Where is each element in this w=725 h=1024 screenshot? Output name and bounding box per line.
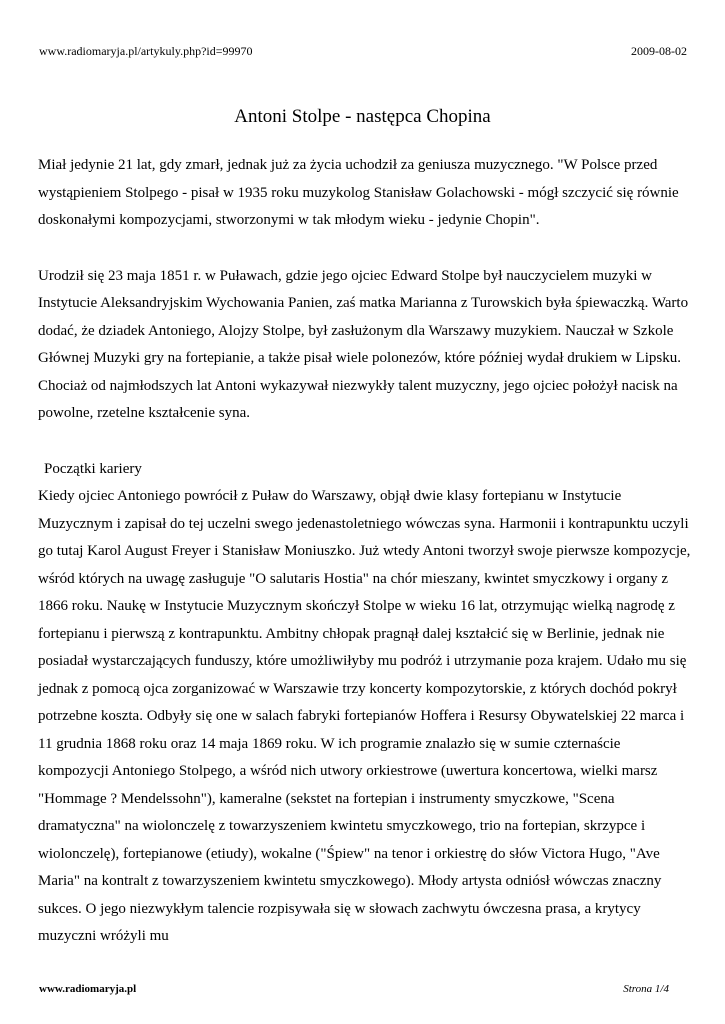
paragraph-2: Urodził się 23 maja 1851 r. w Puławach, gdzie jego ojciec Edward Stolpe był nauczycielem muzyki w Instytucie Aleksandryjskim Wychowania Panien, zaś matka Marianna z Turowskich była śpiewaczką. Warto dodać, że dziadek Antoniego, Alojzy Stolpe, był zasłużonym dla Warszawy muzykiem. Nauczał w Szkole Głównej Muzyki gry na fortepianie, a także pisał wiele polonezów, które później wydał drukiem w Lipsku. Chociaż od najmłodszych lat Antoni wykazywał niezwykły talent muzyczny, jego ojciec położył nacisk na powolne, rzetelne kształcenie syna. xyxy=(38,267,689,421)
paragraph-3: Kiedy ojciec Antoniego powrócił z Puław do Warszawy, objął dwie klasy fortepianu w Instytucie Muzycznym i zapisał do tej uczelni swego jedenastoletniego wówczas syna. Harmonii i kontrapunktu uczyli go tutaj Karol August Freyer i Stanisław Moniuszko. Już wtedy Antoni tworzył swoje pierwsze kompozycje, wśród których na uwagę zasługuje "O salutaris Hostia" na chór mieszany, kwintet smyczkowy i organy z 1866 roku. Naukę w Instytucie Muzycznym skończył Stolpe w wieku 16 lat, otrzymując wielką nagrodę z fortepianu i pierwszą z kontrapunktu. Ambitny chłopak pragnął dalej kształcić się w Berlinie, jednak nie posiadał wystarczających funduszy, które umożliwiłyby mu podróż i utrzymanie poza krajem. Udało mu się jednak z pomocą ojca zorganizować w Warszawie trzy koncerty kompozytorskie, z których dochód pokrył potrzebne koszta. Odbyły się one w salach fabryki fortepianów Hoffera i Resursy Obywatelskiej 22 marca i 11 grudnia 1868 roku oraz 14 maja 1869 roku. W ich programie znalazło się w sumie czternaście kompozycji Antoniego Stolpego, a wśród nich utwory orkiestrowe (uwertura koncertowa, wielki marsz "Hommage ? Mendelssohn"), kameralne (sekstet na fortepian i instrumenty smyczkowe, "Scena dramatyczna" na wiolonczelę z towarzyszeniem kwintetu smyczkowego, trio na fortepian, skrzypce i wiolonczelę), fortepianowe (etiudy), wokalne ("Śpiew" na tenor i orkiestrę do słów Victora Hugo, "Ave Maria" na kontralt z towarzyszeniem kwintetu smyczkowego). Młody artysta odniósł wówczas znaczny sukces. O jego niezwykłym talencie rozpisywała się w słowach zachwytu ówczesna prasa, a krytycy muzyczni wróżyli mu xyxy=(38,488,691,944)
section-heading: Początki kariery xyxy=(44,460,142,477)
page-number: Strona 1/4 xyxy=(623,983,669,995)
paragraph-1: Miał jedynie 21 lat, gdy zmarł, jednak już za życia uchodził za geniusza muzycznego. "W Polsce przed wystąpieniem Stolpego - pisał w 1935 roku muzykolog Stanisław Golachowski - mógł szczycić się równie doskonałymi kompozycjami, stworzonymi w tak młodym wieku - jedynie Chopin". xyxy=(38,157,679,228)
article-title: Antoni Stolpe - następca Chopina xyxy=(234,106,491,127)
article-body xyxy=(38,152,693,951)
header-date: 2009-08-02 xyxy=(631,44,687,58)
header-url: www.radiomaryja.pl/artykuly.php?id=99970 xyxy=(39,44,253,58)
footer-site: www.radiomaryja.pl xyxy=(39,983,137,995)
